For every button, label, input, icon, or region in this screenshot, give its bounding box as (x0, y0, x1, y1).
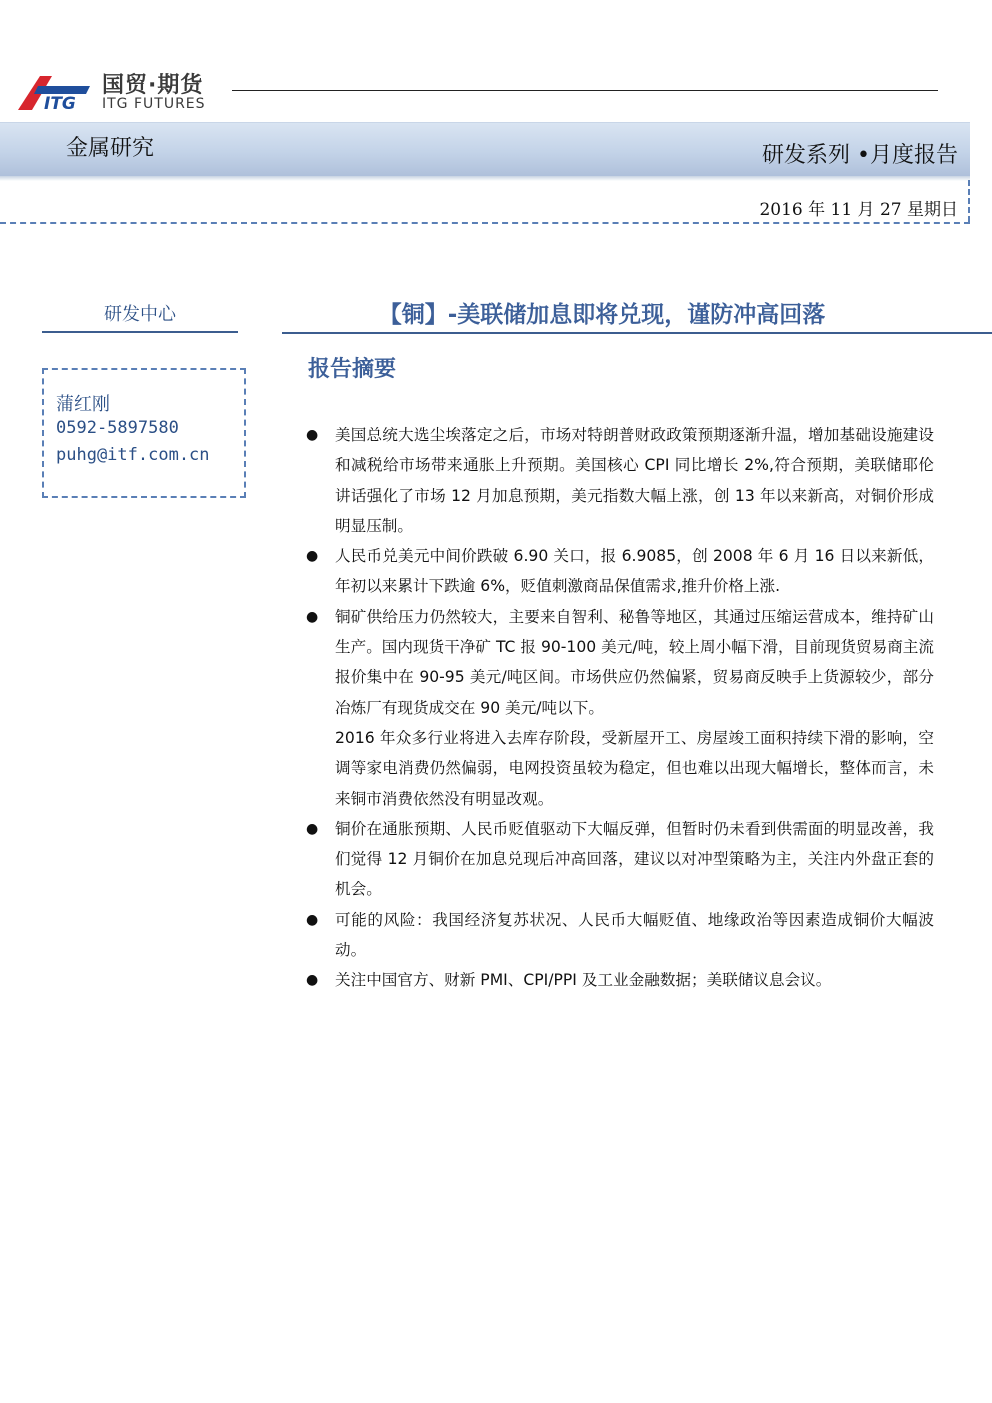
header-dashed-border-bottom (0, 222, 970, 224)
banner-shadow (0, 176, 970, 181)
bullet-icon: ● (306, 972, 319, 989)
title-rule (282, 332, 992, 334)
company-logo (18, 66, 218, 116)
contact-name: 蒲红刚 (56, 394, 110, 415)
research-center-label: 研发中心 (104, 304, 176, 325)
section-title: 金属研究 (66, 136, 155, 161)
summary-heading: 报告摘要 (308, 357, 397, 382)
summary-list (306, 420, 934, 996)
list-item-text: 人民币兑美元中间价跌破 6.90 关口，报 6.9085，创 2008 年 6 月 16 日以来新低，年初以来累计下跌逾 6%，贬值刺激商品保值需求,推升价格上涨. (335, 547, 934, 596)
bullet-icon: ● (306, 608, 319, 625)
header-rule (232, 90, 938, 91)
itg-logo-mark (18, 72, 90, 112)
list-item (306, 541, 934, 602)
logo-text-en: ITG FUTURES (102, 96, 206, 112)
bullet-icon: ● (306, 911, 319, 928)
report-date: 2016 年 11 月 27 星期日 (759, 200, 958, 220)
logo-mark-text: ITG (44, 94, 76, 112)
list-item (306, 814, 934, 905)
report-title: 【铜】-美联储加息即将兑现，谨防冲高回落 (378, 302, 826, 328)
bullet-icon: ● (306, 427, 319, 443)
contact-box (42, 368, 246, 498)
bullet-icon: ● (306, 548, 319, 565)
paragraph: 2016 年众多行业将进入去库存阶段，受新屋开工、房屋竣工面积持续下滑的影响，空调等家电消费仍然偏弱，电网投资虽较为稳定，但也难以出现大幅增长，整体而言，未来铜市消费依然没有明显改观。 (335, 728, 934, 808)
logo-text-cn: 国贸·期货 (102, 73, 204, 98)
contact-email[interactable]: puhg@itf.com.cn (56, 445, 210, 465)
list-item-text: 可能的风险：我国经济复苏状况、人民币大幅贬值、地缘政治等因素造成铜价大幅波动。 (335, 910, 934, 960)
list-item-text: 美国总统大选尘埃落定之后，市场对特朗普财政政策预期逐渐升温，增加基础设施建设和减税给市场带来通胀上升预期。美国核心 CPI 同比增长 2%,符合预期，美联储耶伦讲话强化了市场 12 月加息预期，美元指数大幅上涨，创 13 年以来新高，对铜价形成明显压制。 (335, 426, 934, 535)
sidebar-rule (42, 331, 238, 333)
list-item-text: 铜矿供给压力仍然较大，主要来自智利、秘鲁等地区，其通过压缩运营成本，维持矿山生产。国内现货干净矿 TC 报 90-100 美元/吨，较上周小幅下滑，目前现货贸易商主流报价集中在 90-95 美元/吨区间。市场供应仍然偏紧，贸易商反映手上货源较少，部分冶炼厂有现货成交在 90 美元/吨以下。 (335, 607, 934, 717)
series-title: 研发系列 •月度报告 (762, 143, 958, 168)
list-item (306, 905, 934, 966)
list-item-text: 铜价在通胀预期、人民币贬值驱动下大幅反弹，但暂时仍未看到供需面的明显改善，我们觉得 12 月铜价在加息兑现后冲高回落，建议以对冲型策略为主，关注内外盘正套的机会。 (335, 819, 934, 899)
list-item (306, 602, 934, 723)
list-item (306, 965, 934, 995)
list-item (306, 420, 934, 541)
bullet-icon: ● (306, 820, 319, 837)
header-dashed-border-right (968, 180, 970, 222)
list-item-text: 关注中国官方、财新 PMI、CPI/PPI 及工业金融数据；美联储议息会议。 (335, 971, 832, 990)
contact-phone: 0592-5897580 (56, 418, 179, 438)
